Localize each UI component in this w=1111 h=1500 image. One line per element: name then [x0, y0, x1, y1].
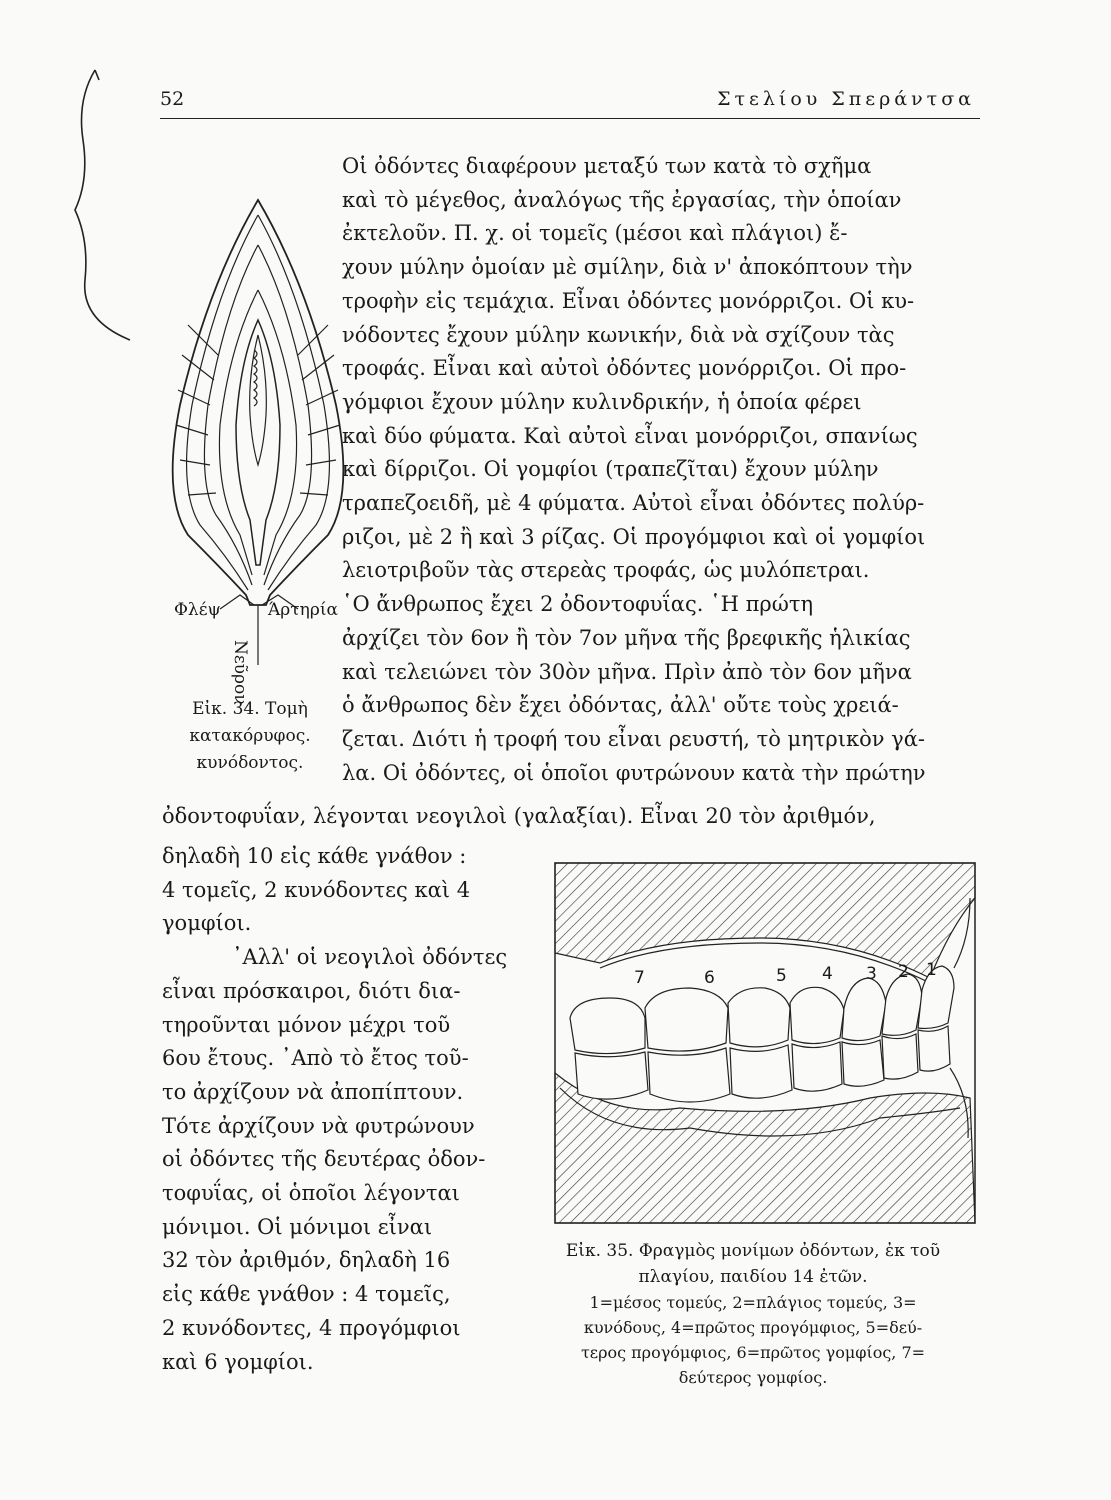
text-line: ἐκτελοῦν. Π. χ. οἱ τομεῖς (μέσοι καὶ πλάγιοι) ἔ-	[342, 221, 848, 246]
text-line: καὶ τὸ μέγεθος, ἀναλόγως τῆς ἐργασίας, τὴν ὁποίαν	[342, 187, 902, 212]
text-line: τροφάς. Εἶναι καὶ αὐτοὶ ὀδόντες μονόρριζοι. Οἱ προ-	[342, 356, 907, 381]
text-line: εἰς κάθε γνάθον : 4 τομεῖς,	[162, 1282, 451, 1307]
legend-line: δεύτερος γομφίος.	[678, 1368, 828, 1387]
caption-title: Εἰκ. 35. Φραγμὸς μονίμων ὀδόντων, ἐκ τοῦ	[565, 1241, 941, 1261]
text-line: 32 τὸν ἀριθμόν, δηλαδὴ 16	[162, 1248, 451, 1273]
text-line: γόμφιοι ἔχουν μύλην κυλινδρικήν, ἡ ὁποία φέρει	[342, 389, 862, 414]
tooth-section-figure	[158, 195, 358, 695]
label-vein: Φλέψ	[174, 600, 221, 620]
text-line: ῾Ο ἄνθρωπος ἔχει 2 ὀδοντοφυΐας. ῾Η πρώτη	[342, 592, 814, 617]
text-line: γομφίοι.	[162, 911, 252, 936]
legend-line: τερος προγόμφιος, 6=πρῶτος γομφίος, 7=	[580, 1343, 926, 1362]
text-line: Οἱ ὀδόντες διαφέρουν μεταξύ των κατὰ τὸ σχῆμα	[342, 154, 872, 178]
left-column-paragraphs	[162, 840, 514, 1379]
text-line: το ἀρχίζουν νὰ ἀποπίπτουν.	[162, 1079, 464, 1104]
margin-brace-mark	[55, 60, 145, 360]
text-line: ᾿Αλλ' οἱ νεογιλοὶ ὀδόντες	[232, 945, 508, 970]
text-line: ριζοι, μὲ 2 ἢ καὶ 3 ρίζας. Οἱ προγόμφιοι καὶ οἱ γομφίοι	[342, 524, 926, 549]
caption-legend	[522, 1290, 984, 1390]
tooth-number-6: 6	[704, 968, 715, 988]
header-rule	[160, 118, 980, 119]
text-line: μόνιμοι. Οἱ μόνιμοι εἶναι	[162, 1214, 433, 1239]
legend-line: κυνόδους, 4=πρῶτος προγόμφιος, 5=δεύ-	[583, 1318, 923, 1337]
text-line: ὁ ἄνθρωπος δὲν ἔχει ὀδόντας, ἀλλ' οὔτε τοὺς χρειά-	[342, 693, 899, 718]
text-line: καὶ τελειώνει τὸν 30ὸν μῆνα. Πρὶν ἀπὸ τὸν 6ον μῆνα	[342, 659, 912, 684]
text-line: καὶ δίρριζοι. Οἱ γομφίοι (τραπεζῖται) ἔχουν μύλην	[342, 457, 879, 482]
tooth-number-1: 1	[926, 960, 937, 980]
text-line: τραπεζοειδῆ, μὲ 4 φύματα. Αὐτοὶ εἶναι ὀδόντες πολύρ-	[342, 491, 925, 516]
text-line: τροφὴν εἰς τεμάχια. Εἶναι ὀδόντες μονόρριζοι. Οἱ κυ-	[342, 288, 915, 313]
figure-34-caption	[160, 696, 340, 777]
caption-title-2: πλαγίου, παιδίου 14 ἐτῶν.	[638, 1267, 868, 1287]
text-line: 4 τομεῖς, 2 κυνόδοντες καὶ 4	[162, 877, 471, 902]
text-line: δηλαδὴ 10 εἰς κάθε γνάθον :	[162, 844, 467, 868]
text-line: τοφυΐας, οἱ ὁποῖοι λέγονται	[162, 1181, 460, 1206]
tooth-number-5: 5	[776, 966, 787, 986]
text-line: καὶ 6 γομφίοι.	[162, 1349, 314, 1374]
text-line: οἱ ὀδόντες τῆς δευτέρας ὀδον-	[162, 1147, 486, 1172]
text-line: λειοτριβοῦν τὰς στερεὰς τροφάς, ὡς μυλόπετραι.	[342, 558, 870, 583]
tooth-number-7: 7	[634, 968, 645, 988]
tooth-number-2: 2	[898, 962, 909, 982]
text-line: 6ου ἔτους. ᾿Απὸ τὸ ἔτος τοῦ-	[162, 1046, 469, 1071]
legend-line: 1=μέσος τομεύς, 2=πλάγιος τομεύς, 3=	[589, 1293, 917, 1312]
text-line: τηροῦνται μόνον μέχρι τοῦ	[162, 1012, 451, 1037]
main-paragraph	[342, 150, 980, 790]
text-line: Τότε ἀρχίζουν νὰ φυτρώνουν	[162, 1113, 475, 1138]
text-line: λα. Οἱ ὀδόντες, οἱ ὁποῖοι φυτρώνουν κατὰ τὴν πρώτην	[342, 760, 926, 785]
caption-line: κυνόδοντος.	[196, 753, 304, 773]
running-head: Στελίου Σπεράντσα	[717, 88, 975, 110]
tooth-number-4: 4	[822, 964, 833, 984]
caption-line: κατακόρυφος.	[189, 726, 311, 746]
full-width-line	[162, 800, 984, 834]
text-line: εἶναι πρόσκαιροι, διότι δια-	[162, 978, 461, 1003]
caption-line: Εἰκ. 34. Τομὴ	[192, 699, 308, 719]
figure-35-caption	[522, 1238, 984, 1390]
text-line: ζεται. Διότι ἡ τροφή του εἶναι ρευστή, τὸ μητρικὸν γά-	[342, 726, 925, 751]
text-line: νόδοντες ἔχουν μύλην κωνικήν, διὰ νὰ σχίζουν τὰς	[342, 322, 895, 347]
text-line: ὀδοντοφυΐαν, λέγονται νεογιλοὶ (γαλαξίαι). Εἶναι 20 τὸν ἀριθμόν,	[162, 804, 876, 828]
dental-arch-figure	[550, 858, 980, 1228]
page-number: 52	[160, 88, 185, 110]
label-artery: Άρτηρία	[268, 600, 339, 620]
text-line: ἀρχίζει τὸν 6ον ἢ τὸν 7ον μῆνα τῆς βρεφικῆς ἡλικίας	[342, 625, 911, 650]
label-nerve: Νεῦρον	[230, 640, 250, 705]
text-line: χουν μύλην ὁμοίαν μὲ σμίλην, διὰ ν' ἀποκόπτουν τὴν	[342, 255, 913, 280]
text-line: 2 κυνόδοντες, 4 προγόμφιοι	[162, 1315, 461, 1340]
tooth-number-3: 3	[866, 964, 877, 984]
text-line: καὶ δύο φύματα. Καὶ αὐτοὶ εἶναι μονόρριζοι, σπανίως	[342, 423, 918, 448]
